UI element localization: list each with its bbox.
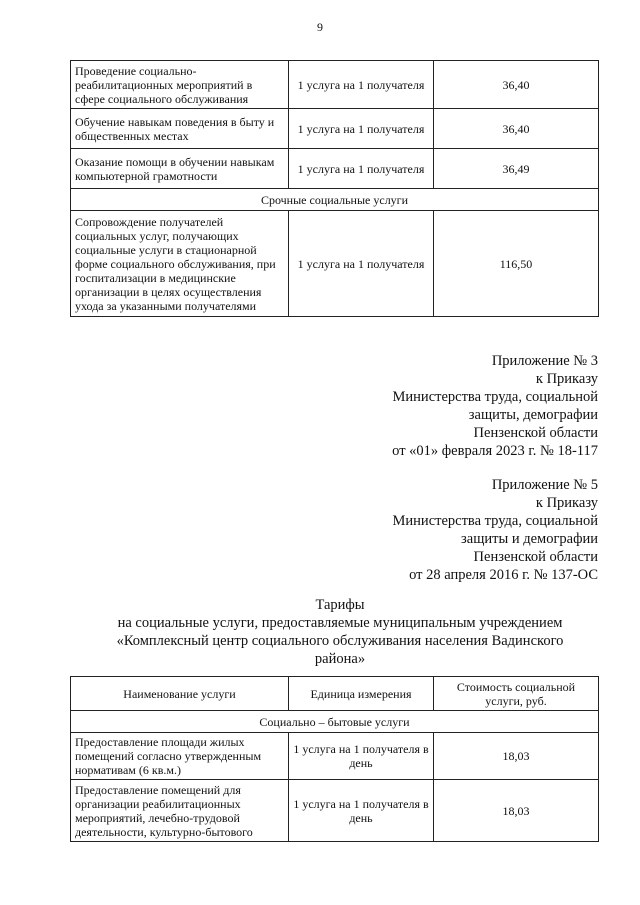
appendix-line: Приложение № 5 xyxy=(491,477,598,493)
cost-cell: 18,03 xyxy=(434,733,599,780)
service-name-cell: Проведение социально-реабилитационных мероприятий в сфере социального обслуживания xyxy=(71,61,289,109)
institution-name: «Комплексный центр социального обслуживания населения Вадинского района» xyxy=(116,633,564,667)
service-name-cell: Оказание помощи в обучении навыкам компьютерной грамотности xyxy=(71,149,289,189)
document-title: Тарифы xyxy=(315,597,365,613)
page-number: 9 xyxy=(317,20,323,34)
unit-cell: 1 услуга на 1 получателя в день xyxy=(289,780,434,842)
appendix-3-block xyxy=(300,352,598,460)
cost-cell: 36,49 xyxy=(434,149,599,189)
section-title: Социально – бытовые услуги xyxy=(71,711,599,733)
appendix-5-block xyxy=(300,476,598,584)
section-row xyxy=(71,189,599,211)
service-name-cell: Обучение навыкам поведения в быту и общественных местах xyxy=(71,109,289,149)
tariff-table xyxy=(70,676,599,842)
cost-cell: 18,03 xyxy=(434,780,599,842)
appendix-line: Приложение № 3 xyxy=(491,353,598,369)
section-row xyxy=(71,711,599,733)
unit-cell: 1 услуга на 1 получателя xyxy=(289,149,434,189)
document-subtitle: на социальные услуги, предоставляемые муниципальным учреждением xyxy=(117,615,563,631)
unit-cell: 1 услуга на 1 получателя xyxy=(289,61,434,109)
appendix-line: к Приказу xyxy=(535,371,598,387)
table-row xyxy=(71,149,599,189)
cost-cell: 116,50 xyxy=(434,211,599,317)
tariffs-title-block xyxy=(90,596,590,668)
appendix-line: защиты и демографии xyxy=(461,531,598,547)
cost-cell: 36,40 xyxy=(434,109,599,149)
service-name-cell: Сопровождение получателей социальных услуг, получающих социальные услуги в стационарной форме социального обслуживания, при госпитализации в медицинские организации в целях осуществления ухода за указанными получателями xyxy=(71,211,289,317)
appendix-line: Пензенской области xyxy=(473,425,598,441)
appendix-line: Пензенской области xyxy=(473,549,598,565)
table-row xyxy=(71,733,599,780)
appendix-line: от «01» февраля 2023 г. № 18-117 xyxy=(392,443,598,459)
table-row xyxy=(71,109,599,149)
appendix-line: Министерства труда, социальной xyxy=(392,389,598,405)
table-header-row xyxy=(71,677,599,711)
unit-cell: 1 услуга на 1 получателя в день xyxy=(289,733,434,780)
unit-cell: 1 услуга на 1 получателя xyxy=(289,211,434,317)
appendix-line: к Приказу xyxy=(535,495,598,511)
table-row xyxy=(71,61,599,109)
appendix-line: защиты, демографии xyxy=(468,407,598,423)
unit-cell: 1 услуга на 1 получателя xyxy=(289,109,434,149)
appendix-line: от 28 апреля 2016 г. № 137-ОС xyxy=(409,567,598,583)
section-title: Срочные социальные услуги xyxy=(71,189,599,211)
table-row xyxy=(71,780,599,842)
cost-cell: 36,40 xyxy=(434,61,599,109)
header-unit: Единица измерения xyxy=(289,677,434,711)
appendix-line: Министерства труда, социальной xyxy=(392,513,598,529)
header-cost: Стоимость социальной услуги, руб. xyxy=(434,677,599,711)
tariff-table-continued xyxy=(70,60,599,317)
table-row xyxy=(71,211,599,317)
header-name: Наименование услуги xyxy=(71,677,289,711)
service-name-cell: Предоставление помещений для организации реабилитационных мероприятий, лечебно-трудовой деятельности, культурно-бытового xyxy=(71,780,289,842)
service-name-cell: Предоставление площади жилых помещений согласно утвержденным нормативам (6 кв.м.) xyxy=(71,733,289,780)
